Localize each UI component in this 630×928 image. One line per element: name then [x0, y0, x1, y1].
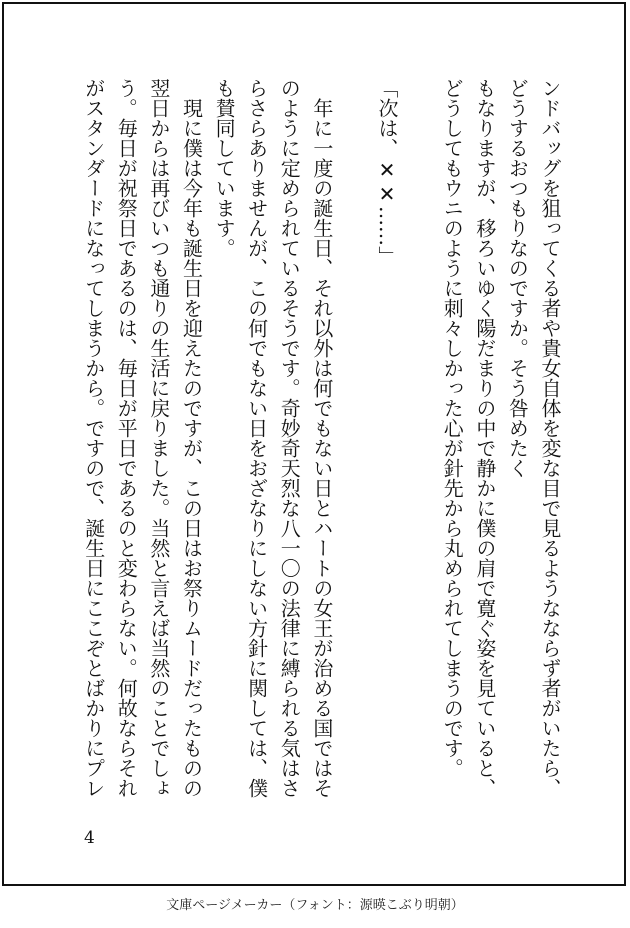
- blank-column-1: [403, 78, 436, 798]
- text-column-13: がスタンダードになってしまうから。ですので、誕生日にここぞとばかりにプレ: [81, 78, 106, 798]
- page-number: 4: [84, 828, 95, 848]
- text-column-10: 現に僕は今年も誕生日を迎えたのですが、この日はお祭りムードだったものの: [179, 78, 204, 798]
- text-column-9: も賛同しています。: [212, 78, 237, 258]
- footer-credit: 文庫ページメーカー（フォント：源暎こぶり明朝）: [166, 898, 464, 913]
- text-column-4: どうしてもウニのように刺々しかった心が針先から丸められてしまうのです。: [440, 78, 465, 778]
- text-column-11: 翌日からは再びいつも通りの生活に戻りました。当然と言えば当然のことでしょ: [146, 78, 171, 798]
- text-column-6: 年に一度の誕生日、それ以外は何でもない日とハートの女王が治める国ではそ: [309, 78, 334, 798]
- blank-column-2: [338, 78, 371, 798]
- text-column-7: のように定められているそうです。奇妙奇天烈な八一〇の法律に縛られる気はさ: [277, 78, 302, 798]
- text-column-12: う。毎日が祝祭日であるのは、毎日が平日であるのと変わらない。何故ならそれ: [114, 78, 139, 798]
- book-page: [2, 2, 626, 886]
- vertical-body-text: [77, 78, 566, 798]
- text-column-3: もなりますが、移ろいゆく陽だまりの中で静かに僕の肩で寛ぐ姿を見ていると、: [472, 78, 497, 798]
- text-column-dialogue: 「次は、✕✕……」: [375, 78, 400, 266]
- text-column-2: どうするおつもりなのですか。そう咎めたく: [505, 78, 530, 478]
- text-column-1: ンドバッグを狙ってくる者や貴女自体を変な目で見るようなならず者がいたら、: [538, 78, 562, 798]
- text-column-8: らさらありませんが、この何でもない日をおざなりにしない方針に関しては、僕: [244, 78, 269, 798]
